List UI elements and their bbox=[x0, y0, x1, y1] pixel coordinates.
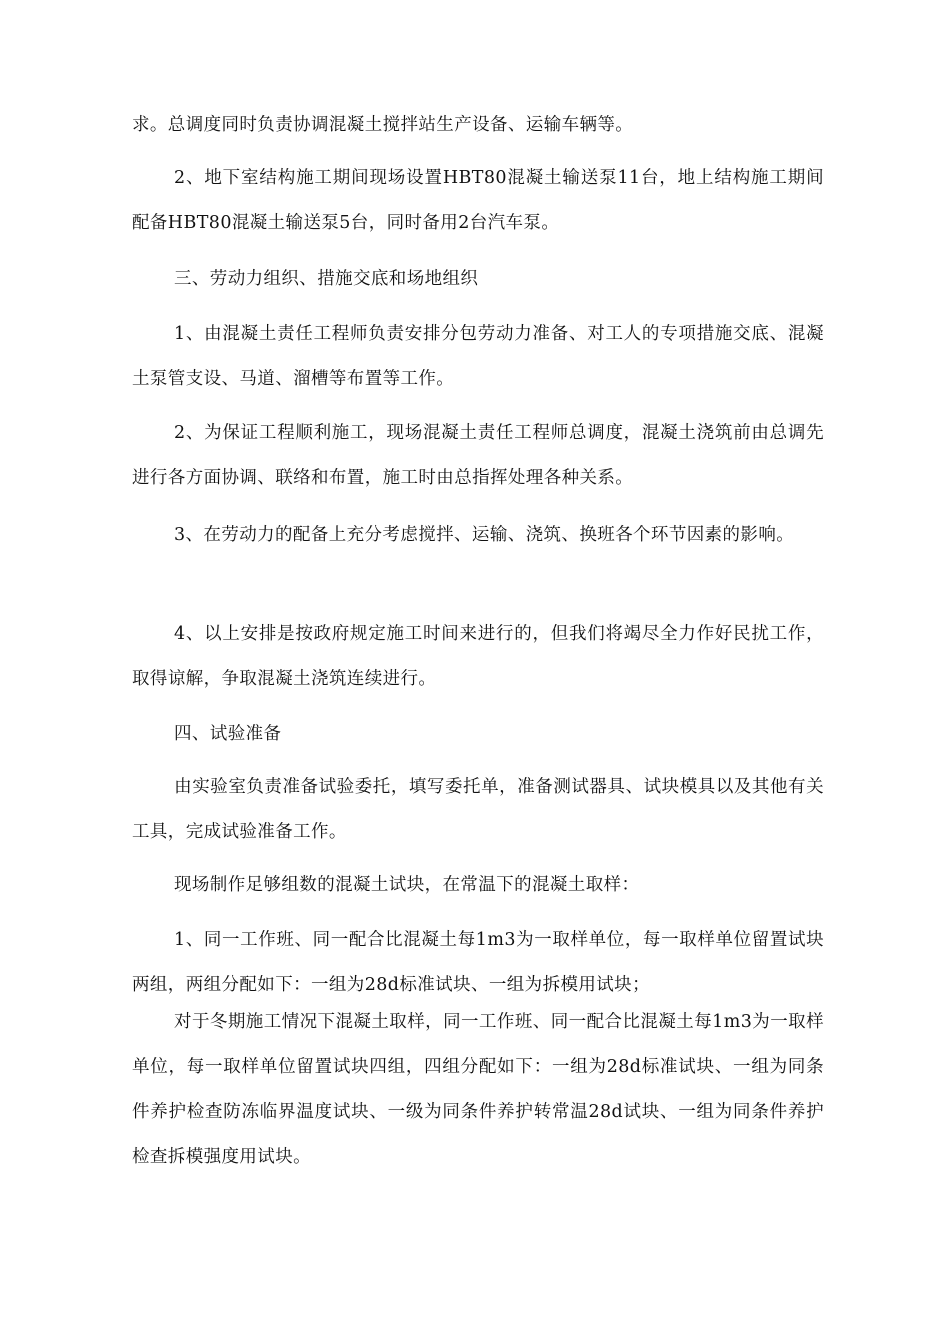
section-heading-3: 三、劳动力组织、措施交底和场地组织 bbox=[174, 269, 479, 289]
paragraph-2: 2、地下室结构施工期间现场设置HBT80混凝土输送泵11台，地上结构施工期间配备HBT80混凝土输送泵5台，同时备用2台汽车泵。 bbox=[132, 168, 824, 233]
paragraph-7: 4、以上安排是按政府规定施工时间来进行的，但我们将竭尽全力作好民扰工作，取得谅解，争取混凝土浇筑连续进行。 bbox=[132, 624, 824, 689]
paragraph-10: 现场制作足够组数的混凝土试块，在常温下的混凝土取样： bbox=[174, 875, 640, 895]
paragraph-5: 2、为保证工程顺利施工，现场混凝土责任工程师总调度，混凝土浇筑前由总调先进行各方面协调、联络和布置，施工时由总指挥处理各种关系。 bbox=[132, 423, 824, 488]
paragraph-1: 求。总调度同时负责协调混凝土搅拌站生产设备、运输车辆等。 bbox=[132, 115, 634, 135]
section-heading-4: 四、试验准备 bbox=[174, 724, 282, 744]
paragraph-12: 对于冬期施工情况下混凝土取样，同一工作班、同一配合比混凝土每1m3为一取样单位，每一取样单位留置试块四组，四组分配如下：一组为28d标准试块、一组为同条件养护检查防冻临界温度试块、一级为同条件养护转常温28d试块、一组为同条件养护检查拆模强度用试块。 bbox=[132, 1012, 824, 1167]
paragraph-11: 1、同一工作班、同一配合比混凝土每1m3为一取样单位，每一取样单位留置试块两组，两组分配如下：一组为28d标准试块、一组为拆模用试块； bbox=[132, 930, 824, 995]
paragraph-4: 1、由混凝土责任工程师负责安排分包劳动力准备、对工人的专项措施交底、混凝土泵管支设、马道、溜槽等布置等工作。 bbox=[132, 324, 824, 389]
paragraph-6: 3、在劳动力的配备上充分考虑搅拌、运输、浇筑、换班各个环节因素的影响。 bbox=[174, 525, 795, 545]
paragraph-9: 由实验室负责准备试验委托，填写委托单，准备测试器具、试块模具以及其他有关工具，完成试验准备工作。 bbox=[132, 777, 824, 842]
